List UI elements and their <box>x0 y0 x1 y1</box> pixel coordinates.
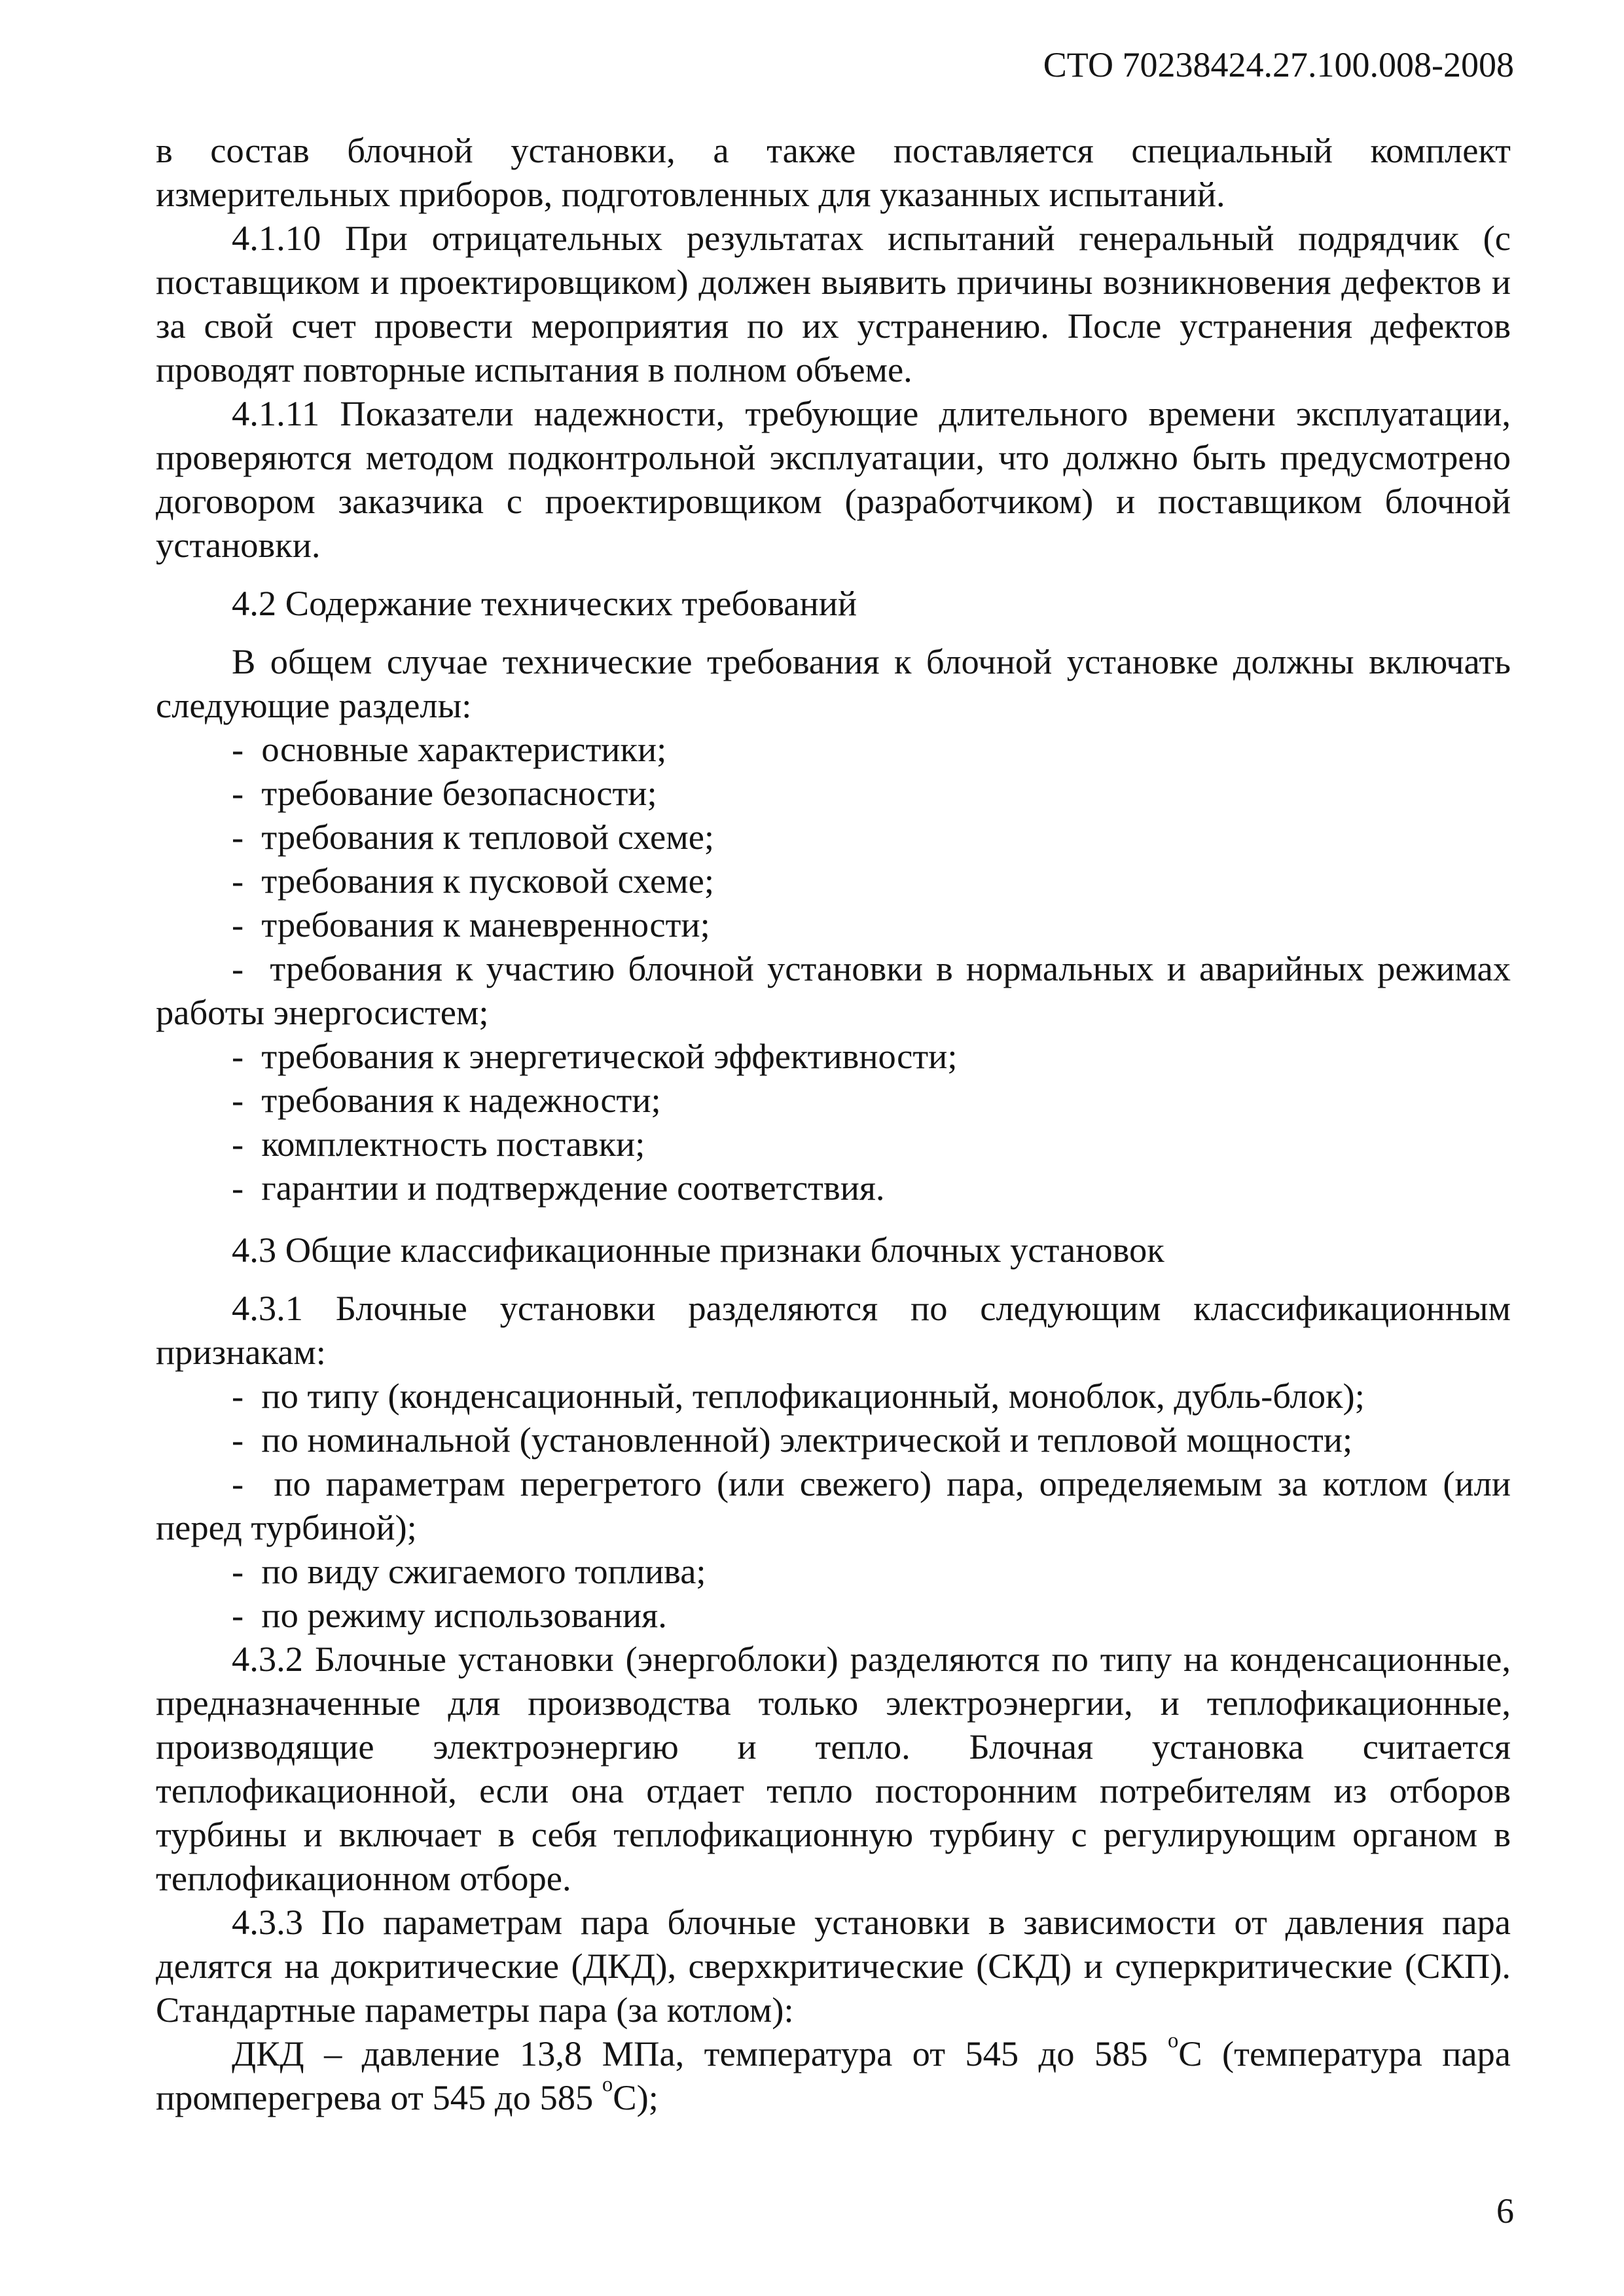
list-item: - комплектность поставки; <box>156 1122 1511 1166</box>
list-item: - требования к надежности; <box>156 1078 1511 1122</box>
list-item: - требования к энергетической эффективности; <box>156 1034 1511 1078</box>
list-item: - по номинальной (установленной) электрической и тепловой мощности; <box>156 1418 1511 1462</box>
page-body <box>156 128 1511 2119</box>
paragraph-4-2-intro: В общем случае технические требования к блочной установке должны включать следующие разделы: <box>156 641 1511 725</box>
paragraph-4-3-3: 4.3.3 По параметрам пара блочные установки в зависимости от давления пара делятся на докритические (ДКД), сверхкритические (СКД) и суперкритические (СКП). Стандартные параметры пара (за котлом): <box>156 1902 1511 2030</box>
dkd-text-part-1: ДКД – давление 13,8 МПа, температура от 545 до 585 <box>232 2034 1168 2073</box>
list-item: - требования к пусковой схеме; <box>156 859 1511 903</box>
paragraph-continuation: в состав блочной установки, а также поставляется специальный комплект измерительных приборов, подготовленных для указанных испытаний. <box>156 130 1511 214</box>
list-item: - требование безопасности; <box>156 771 1511 815</box>
dkd-text-part-3: С); <box>613 2077 659 2117</box>
list-item: - требования к тепловой схеме; <box>156 815 1511 859</box>
degree-sign-1: о <box>1167 2029 1179 2053</box>
list-item: - гарантии и подтверждение соответствия. <box>156 1166 1511 1210</box>
list-item: - требования к участию блочной установки в нормальных и аварийных режимах работы энергосистем; <box>156 946 1511 1034</box>
dkd-text-part-2: С (температура пара промперегрева от 545 до 585 <box>156 2034 1511 2117</box>
document-code: СТО 70238424.27.100.008-2008 <box>1043 45 1514 84</box>
paragraph-4-3-2: 4.3.2 Блочные установки (энергоблоки) разделяются по типу на конденсационные, предназначенные для производства только электроэнергии, и теплофикационные, производящие электроэнергию и тепло. Блочная установка считается теплофикационной, если она отдает тепло посторонним потребителям из отборов турбины и включает в себя теплофикационную турбину с регулирующим органом в теплофикационном отборе. <box>156 1639 1511 1898</box>
list-item: - по параметрам перегретого (или свежего) пара, определяемым за котлом (или перед турбиной); <box>156 1462 1511 1549</box>
paragraph-4-3-1: 4.3.1 Блочные установки разделяются по следующим классификационным признакам: <box>156 1288 1511 1372</box>
section-heading-4-2: 4.2 Содержание технических требований <box>232 583 857 623</box>
paragraph-dkd <box>156 2029 1511 2119</box>
requirements-list <box>156 727 1511 1210</box>
list-item: - по типу (конденсационный, теплофикационный, моноблок, дубль-блок); <box>156 1374 1511 1418</box>
classification-list <box>156 1374 1511 1637</box>
page-number: 6 <box>1496 2191 1514 2231</box>
section-heading-4-3: 4.3 Общие классификационные признаки блочных установок <box>232 1230 1164 1270</box>
list-item: - требования к маневренности; <box>156 903 1511 946</box>
degree-sign-2: о <box>602 2073 613 2097</box>
list-item: - основные характеристики; <box>156 727 1511 771</box>
list-item: - по виду сжигаемого топлива; <box>156 1549 1511 1593</box>
paragraph-4-1-10: 4.1.10 При отрицательных результатах испытаний генеральный подрядчик (с поставщиком и проектировщиком) должен выявить причины возникновения дефектов и за свой счет провести мероприятия по их устранению. После устранения дефектов проводят повторные испытания в полном объеме. <box>156 218 1511 389</box>
list-item: - по режиму использования. <box>156 1593 1511 1637</box>
paragraph-4-1-11: 4.1.11 Показатели надежности, требующие длительного времени эксплуатации, проверяются методом подконтрольной эксплуатации, что должно быть предусмотрено договором заказчика с проектировщиком (разработчиком) и поставщиком блочной установки. <box>156 393 1511 565</box>
